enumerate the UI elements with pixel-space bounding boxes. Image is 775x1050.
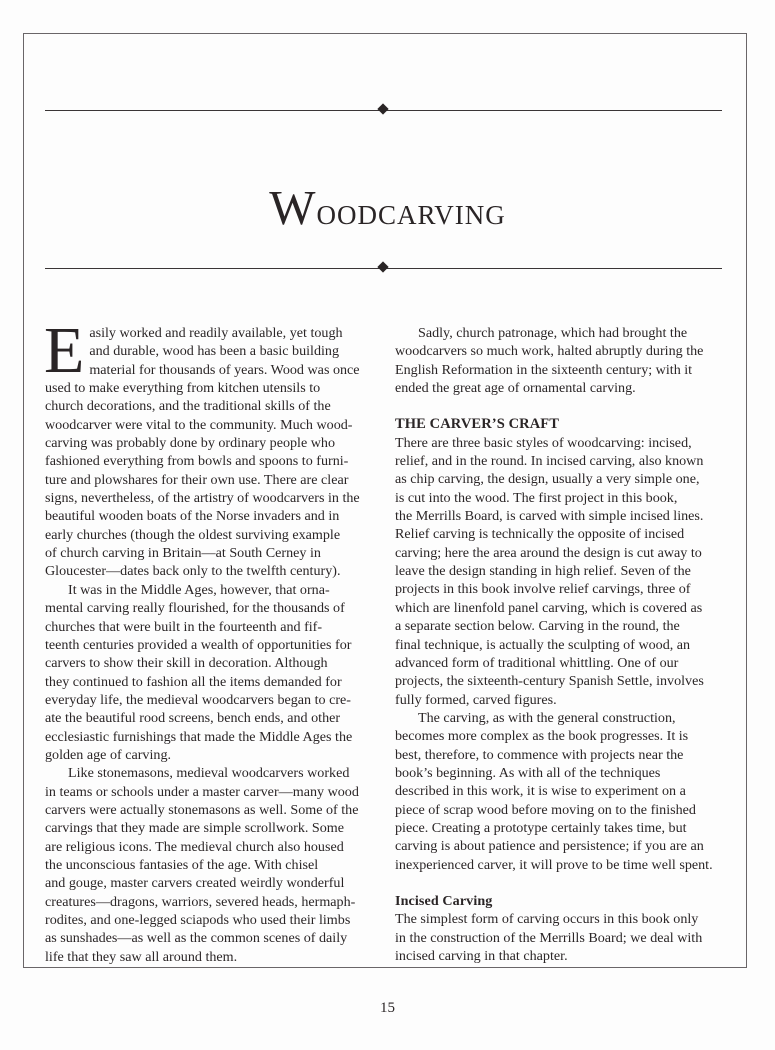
text-line: Like stonemasons, medieval woodcarvers worked (68, 765, 350, 782)
text-line: ended the great age of ornamental carving. (395, 380, 636, 397)
text-line: as chip carving, the design, usually a very simple one, (395, 471, 700, 488)
text-line: book’s beginning. As with all of the techniques (395, 764, 661, 781)
text-line: piece of scrap wood before moving on to the finished (395, 801, 696, 818)
page-number: 15 (380, 1000, 395, 1016)
text-line: rodites, and one-legged sciapods who used their limbs (45, 912, 351, 928)
text-line: in teams or schools under a master carver—many wood (45, 783, 359, 800)
text-line: piece. Creating a prototype certainly takes time, but (395, 819, 687, 836)
text-line: ecclesiastic furnishings that made the Middle Ages the (45, 728, 353, 745)
text-line: used to make everything from kitchen utensils to (45, 380, 321, 397)
text-line: the unconscious fantasies of the age. With chisel (45, 856, 319, 873)
text-line: The carving, as with the general construction, (418, 709, 676, 726)
text-line: carving was probably done by ordinary people who (45, 435, 336, 452)
text-line: carvers were actually stonemasons as well. Some of the (45, 801, 359, 818)
chapter-title (0, 180, 775, 236)
text-line: best, therefore, to commence with projects near the (395, 746, 684, 763)
text-line: leave the design standing in high relief. Seven of the (395, 563, 691, 580)
text-line: golden age of carving. (45, 746, 172, 763)
intro-paragraph (44, 314, 375, 581)
text-line: carvers to show their skill in decoration. Although (45, 655, 328, 672)
text-line: final technique, is actually the sculpting of wood, an (395, 636, 691, 653)
text-line: early churches (though the oldest surviving example (45, 526, 341, 543)
text-line: church decorations, and the traditional skills of the (45, 398, 331, 415)
text-line: ture and plowshares for their own use. There are clear (45, 471, 349, 488)
text-line: which are linenfold panel carving, which is covered as (395, 599, 703, 616)
styles-paragraph (395, 434, 725, 709)
text-line: the Merrills Board, is carved with simple incised lines. (395, 508, 704, 525)
title-rule-top (45, 110, 722, 111)
text-line: inexperienced carver, it will prove to be time well spent. (395, 856, 713, 873)
text-line: in the construction of the Merrills Board; we deal with (395, 929, 703, 946)
text-line: carvings that they made are simple scrollwork. Some (45, 820, 345, 837)
text-line: projects in this book involve relief carvings, three of (395, 581, 691, 598)
text-line: signs, nevertheless, of the artistry of woodcarvers in the (45, 490, 360, 507)
text-line: fully formed, carved figures. (395, 691, 557, 708)
incised-paragraph (395, 910, 725, 965)
right-column (395, 324, 725, 965)
stonemasons-paragraph (45, 764, 375, 966)
title-rule-bottom (45, 268, 722, 269)
text-line: they continued to fashion all the items demanded for (45, 673, 342, 690)
text-line: described in this work, it is wise to experiment on a (395, 783, 686, 800)
drop-cap: E (44, 314, 85, 387)
text-line: ate the beautiful rood screens, bench ends, and other (45, 710, 341, 727)
text-line: carving; here the area around the design is cut away to (395, 544, 702, 561)
text-line: and gouge, master carvers created weirdly wonderful (45, 875, 345, 892)
text-line: The simplest form of carving occurs in this book only (395, 911, 699, 928)
text-line: Relief carving is technically the opposite of incised (395, 526, 685, 543)
text-line: asily worked and readily available, yet tough (89, 325, 343, 341)
text-line: English Reformation in the sixteenth century; with it (395, 361, 693, 378)
left-column (44, 314, 375, 966)
text-line: everyday life, the medieval woodcarvers began to cre- (45, 691, 352, 708)
text-line: Gloucester—dates back only to the twelfth century). (45, 563, 341, 580)
text-line: life that they saw all around them. (45, 948, 238, 965)
text-line: There are three basic styles of woodcarving: incised, (395, 434, 692, 451)
text-line: becomes more complex as the book progresses. It is (395, 728, 689, 745)
text-line: teenth centuries provided a wealth of opportunities for (45, 636, 352, 653)
reformation-paragraph (395, 324, 725, 397)
text-line: relief, and in the round. In incised carving, also known (395, 453, 704, 470)
text-line: beautiful wooden boats of the Norse invaders and in (45, 508, 340, 525)
text-line: advanced form of traditional whittling. One of our (395, 654, 679, 671)
middle-ages-paragraph (45, 581, 375, 764)
text-line: mental carving really flourished, for the thousands of (45, 600, 345, 617)
title-initial: W (269, 180, 317, 236)
text-line: and durable, wood has been a basic building (89, 343, 340, 360)
text-line: churches that were built in the fourteenth and fif- (45, 618, 323, 635)
text-line: material for thousands of years. Wood was once (89, 361, 360, 378)
text-line: It was in the Middle Ages, however, that orna- (68, 581, 330, 598)
title-rest: oodcarving (316, 191, 506, 234)
text-line: creatures—dragons, warriors, severed heads, hermaph- (45, 893, 356, 910)
text-line: of church carving in Britain—at South Cerney in (45, 545, 321, 562)
text-line: as sunshades—as well as the common scenes of daily (45, 930, 348, 947)
section-heading: THE CARVER’S CRAFT (395, 416, 560, 433)
text-line: carving is about patience and persistence; if you are an (395, 838, 704, 855)
text-line: a separate section below. Carving in the round, the (395, 618, 680, 635)
text-line: fashioned everything from bowls and spoons to furni- (45, 453, 349, 470)
subsection-heading: Incised Carving (395, 892, 493, 909)
complexity-paragraph (395, 709, 725, 874)
text-line: woodcarver were vital to the community. Much wood- (45, 416, 353, 433)
text-line: Sadly, church patronage, which had brought the (418, 325, 688, 341)
text-line: projects, the sixteenth-century Spanish Settle, involves (395, 673, 704, 690)
text-line: woodcarvers so much work, halted abruptly during the (395, 343, 704, 360)
text-line: incised carving in that chapter. (395, 948, 568, 964)
text-line: is cut into the wood. The first project in this book, (395, 489, 678, 506)
text-line: are religious icons. The medieval church also housed (45, 838, 344, 855)
